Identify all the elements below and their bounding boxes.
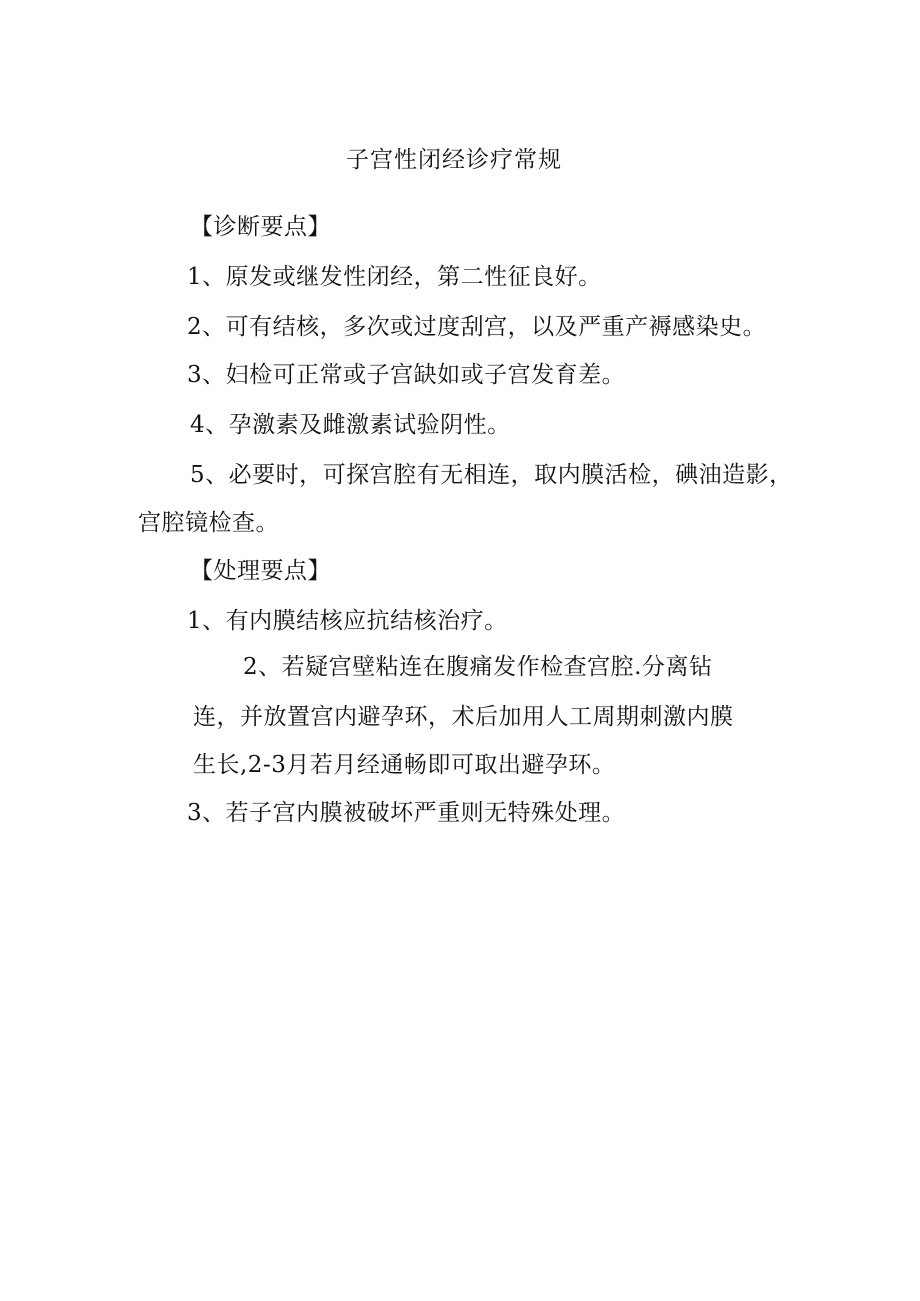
treatment-item-1: 1、有内膜结核应抗结核治疗。 (187, 608, 508, 634)
diagnosis-item-2: 2、可有结核，多次或过度刮宫，以及严重产褥感染史。 (187, 314, 767, 340)
treatment-heading: 【处理要点】 (190, 558, 331, 584)
treatment-item-3: 3、若子宫内膜被破坏严重则无特殊处理。 (187, 800, 626, 826)
treatment-item-2-cont-1: 连，并放置宫内避孕环，术后加用人工周期刺激内膜 (193, 704, 734, 730)
diagnosis-heading: 【诊断要点】 (190, 214, 331, 240)
document-title: 子宫性闭经诊疗常规 (346, 147, 562, 173)
diagnosis-item-5-cont: 宫腔镜检查。 (138, 510, 279, 536)
treatment-item-2: 2、若疑宫壁粘连在腹痛发作检查宫腔.分离钻 (243, 654, 713, 680)
diagnosis-item-4: 4、孕激素及雌激素试验阴性。 (190, 412, 511, 438)
diagnosis-item-5: 5、必要时，可探宫腔有无相连，取内膜活检，碘油造影， (190, 462, 793, 488)
treatment-item-2-cont-2: 生长,2-3月若月经通畅即可取出避孕环。 (193, 752, 616, 778)
diagnosis-item-3: 3、妇检可正常或子宫缺如或子宫发育差。 (187, 362, 626, 388)
diagnosis-item-1: 1、原发或继发性闭经，第二性征良好。 (187, 264, 602, 290)
